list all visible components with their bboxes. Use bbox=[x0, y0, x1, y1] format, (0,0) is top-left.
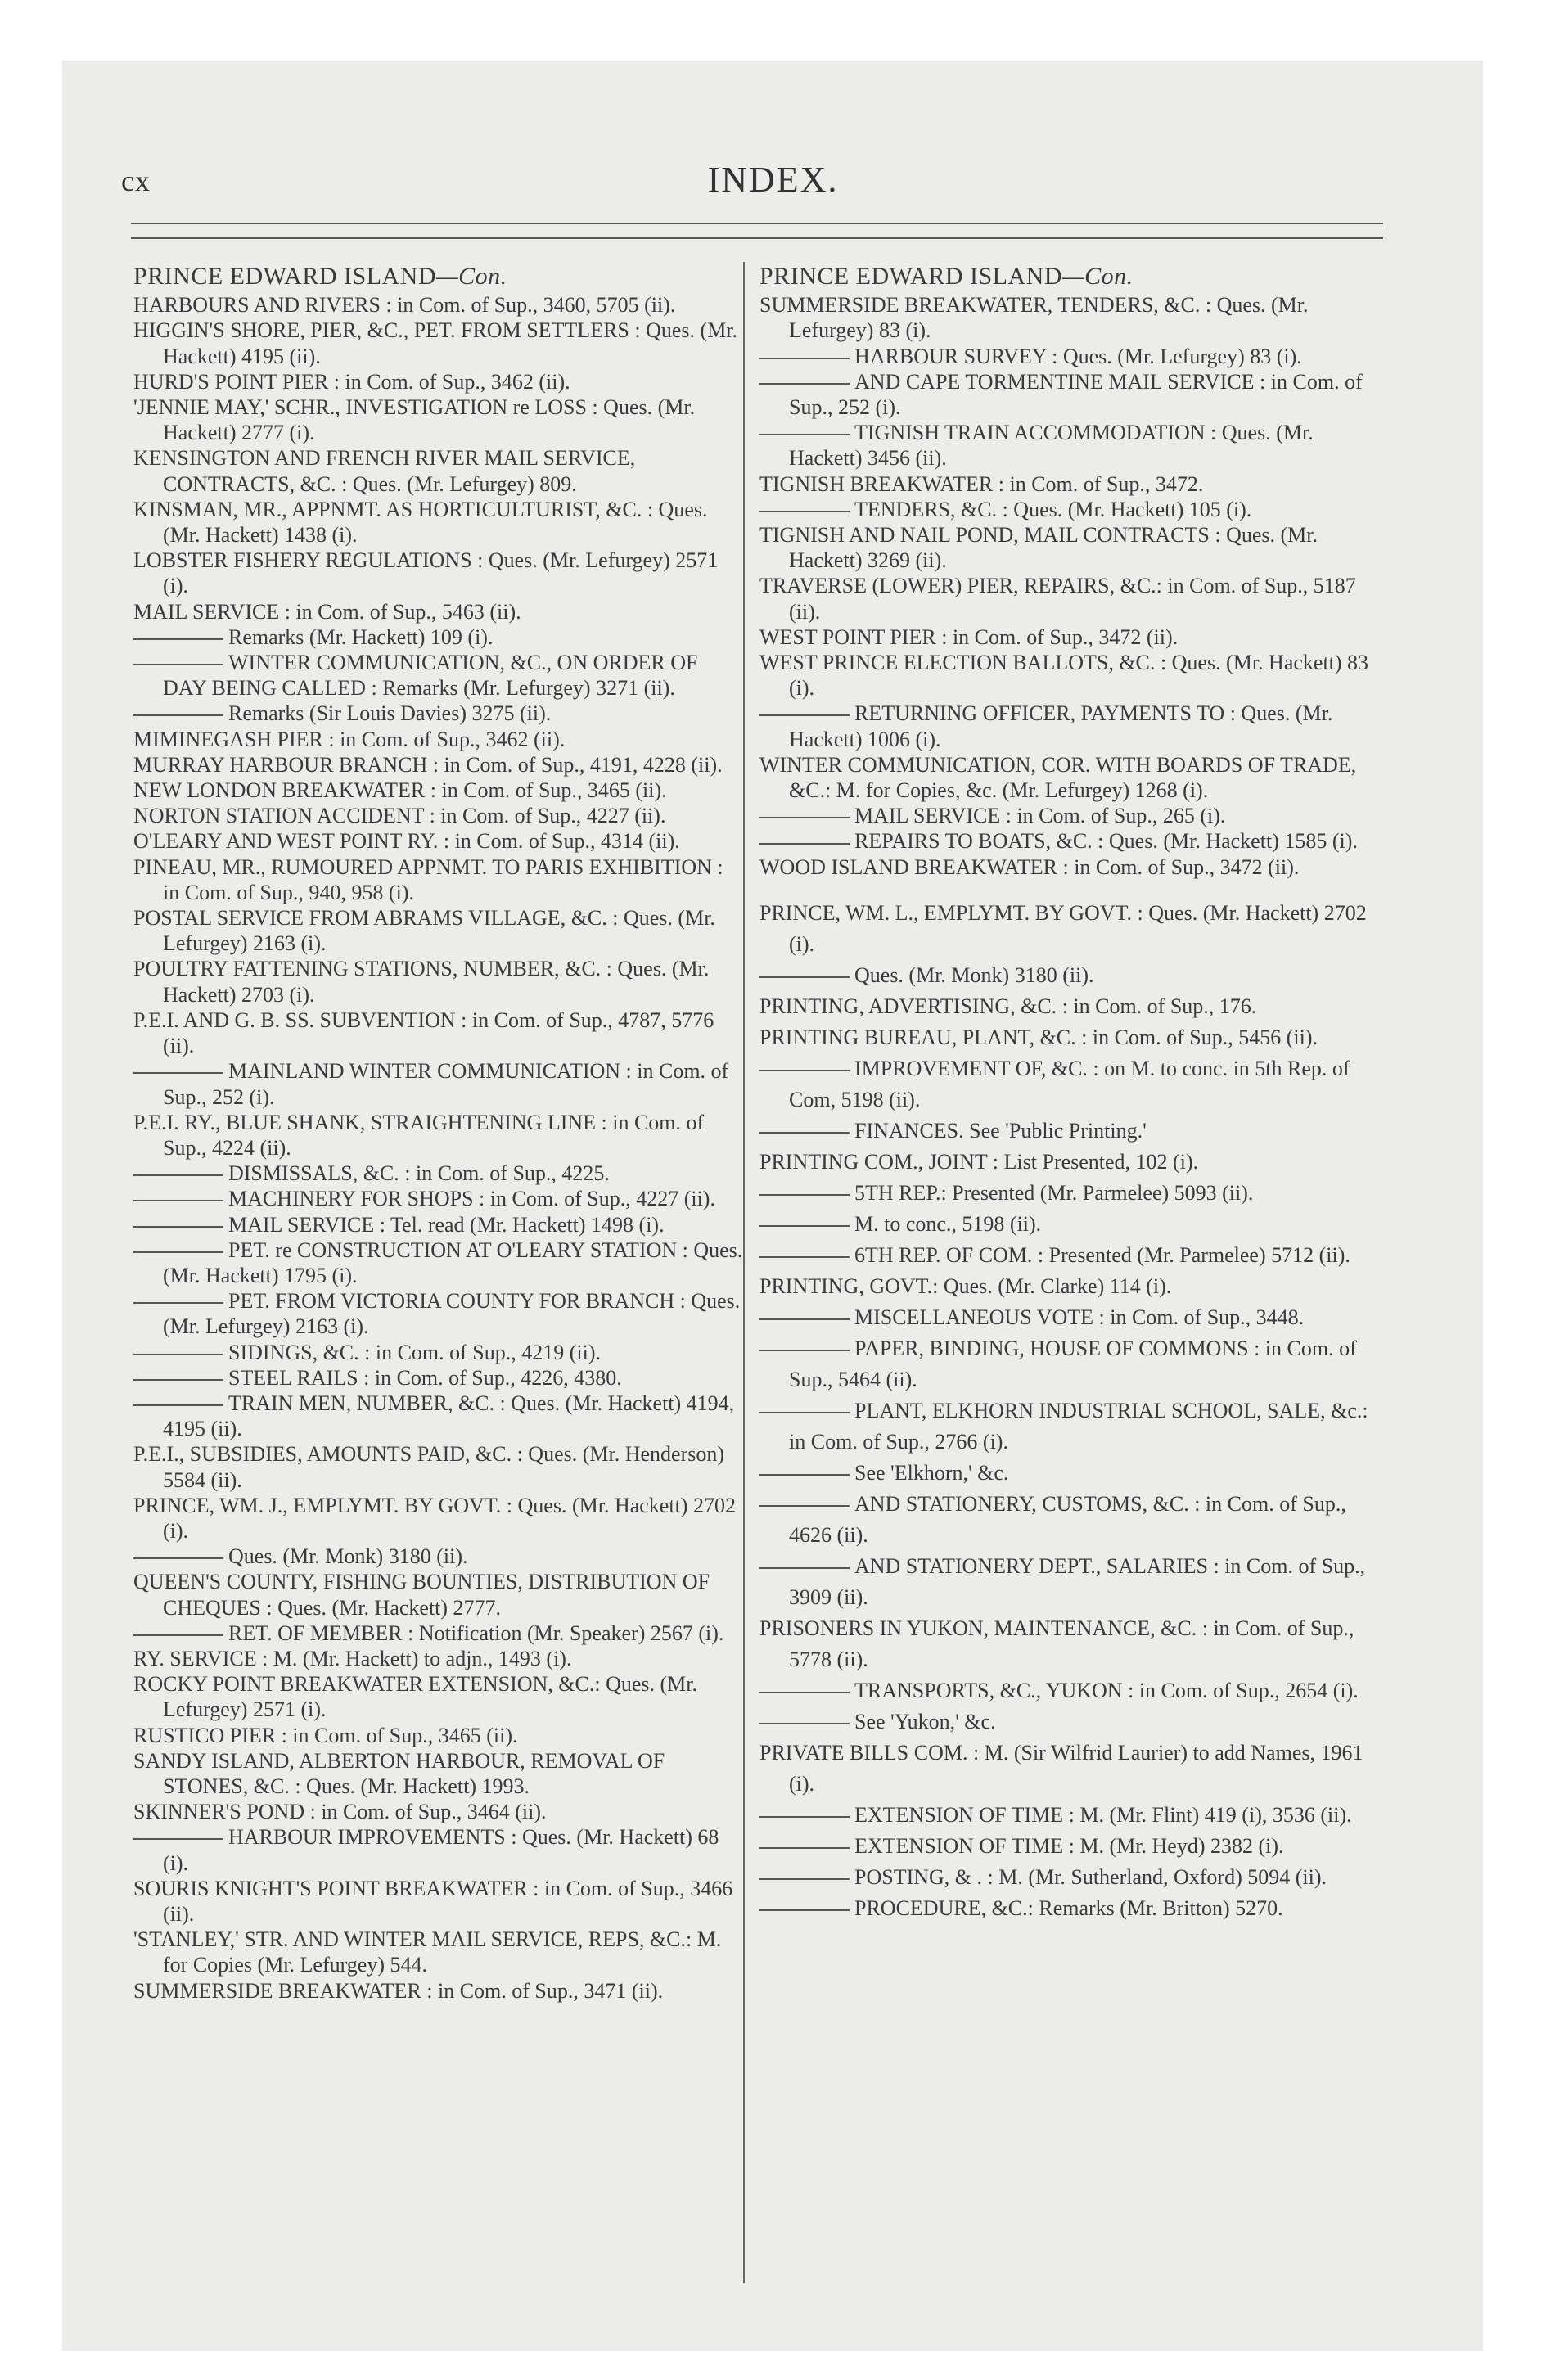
entry-text: RET. OF MEMBER : Notification (Mr. Speaker) 2567 (i). bbox=[228, 1620, 724, 1645]
index-subentry bbox=[133, 650, 744, 701]
page-title: INDEX. bbox=[707, 160, 839, 200]
entry-text: SUMMERSIDE BREAKWATER : in Com. of Sup., 3471 (ii). bbox=[133, 1978, 664, 2003]
entry-text: TIGNISH AND NAIL POND, MAIL CONTRACTS : Ques. (Mr. Hackett) 3269 (ii). bbox=[759, 523, 1318, 573]
entry-text: PRINCE, WM. L., EMPLYMT. BY GOVT. : Ques. (Mr. Hackett) 2702 (i). bbox=[759, 900, 1367, 956]
entry-text: HARBOURS AND RIVERS : in Com. of Sup., 3460, 5705 (ii). bbox=[133, 293, 676, 318]
ditto-dash bbox=[759, 1256, 850, 1258]
index-subentry bbox=[759, 701, 1375, 751]
entry-text: PINEAU, MR., RUMOURED APPNMT. TO PARIS EXHIBITION : in Com. of Sup., 940, 958 (i). bbox=[133, 854, 723, 904]
ditto-dash bbox=[759, 1132, 850, 1134]
page-number: cx bbox=[121, 165, 151, 197]
entry-text: Remarks (Sir Louis Davies) 3275 (ii). bbox=[228, 701, 552, 726]
entry-text: QUEEN'S COUNTY, FISHING BOUNTIES, DISTRIBUTION OF CHEQUES : Ques. (Mr. Hackett) 2777. bbox=[133, 1570, 710, 1620]
ditto-dash bbox=[133, 1302, 223, 1304]
index-entry bbox=[133, 803, 744, 828]
index-entry bbox=[759, 522, 1375, 573]
entry-list bbox=[133, 292, 744, 2004]
entry-text: NORTON STATION ACCIDENT : in Com. of Sup., 4227 (ii). bbox=[133, 804, 666, 828]
index-subentry bbox=[759, 1240, 1375, 1271]
index-subentry bbox=[133, 1212, 744, 1237]
entry-text: Ques. (Mr. Monk) 3180 (ii). bbox=[228, 1544, 468, 1569]
index-entry bbox=[133, 828, 744, 854]
entry-text: MISCELLANEOUS VOTE : in Com. of Sup., 3448. bbox=[854, 1305, 1305, 1329]
index-entry bbox=[133, 905, 744, 956]
entry-text: PRINCE, WM. J., EMPLYMT. BY GOVT. : Ques. (Mr. Hackett) 2702 (i). bbox=[133, 1493, 736, 1543]
entry-text: POULTRY FATTENING STATIONS, NUMBER, &C. : Ques. (Mr. Hackett) 2703 (i). bbox=[133, 957, 710, 1007]
entry-text: LOBSTER FISHERY REGULATIONS : Ques. (Mr. Lefurgey) 2571 (i). bbox=[133, 548, 719, 598]
index-entry bbox=[133, 778, 744, 803]
index-subentry bbox=[133, 1620, 744, 1646]
entry-text: See 'Elkhorn,' &c. bbox=[854, 1460, 1009, 1485]
entry-text: PROCEDURE, &C.: Remarks (Mr. Britton) 5270. bbox=[854, 1895, 1283, 1920]
index-entry bbox=[133, 1876, 744, 1927]
entry-text: MAIL SERVICE : Tel. read (Mr. Hackett) 1498 (i). bbox=[228, 1212, 665, 1237]
column-heading bbox=[759, 264, 1375, 289]
heading-suffix: —Con. bbox=[436, 263, 507, 290]
entry-text: PRINTING BUREAU, PLANT, &C. : in Com. of Sup., 5456 (ii). bbox=[759, 1025, 1318, 1049]
index-entry bbox=[133, 854, 744, 905]
entry-text: WEST PRINCE ELECTION BALLOTS, &C. : Ques. (Mr. Hackett) 83 (i). bbox=[759, 651, 1369, 701]
ditto-dash bbox=[759, 1847, 850, 1849]
ditto-dash bbox=[759, 843, 850, 845]
entry-text: WINTER COMMUNICATION, &C., ON ORDER OF DAY BEING CALLED : Remarks (Mr. Lefurgey) 3271 (ii). bbox=[163, 651, 698, 701]
ditto-dash bbox=[759, 1412, 850, 1413]
entry-text: HIGGIN'S SHORE, PIER, &C., PET. FROM SETTLERS : Ques. (Mr. Hackett) 4195 (ii). bbox=[133, 318, 738, 368]
entry-text: O'LEARY AND WEST POINT RY. : in Com. of Sup., 4314 (ii). bbox=[133, 829, 680, 854]
index-entry bbox=[759, 854, 1375, 880]
entry-text: TRAVERSE (LOWER) PIER, REPAIRS, &C.: in Com. of Sup., 5187 (ii). bbox=[759, 574, 1356, 624]
index-subentry bbox=[759, 497, 1375, 522]
ditto-dash bbox=[759, 434, 850, 435]
entry-text: PAPER, BINDING, HOUSE OF COMMONS : in Com. of Sup., 5464 (ii). bbox=[789, 1336, 1357, 1391]
index-entry bbox=[759, 624, 1375, 650]
index-subentry bbox=[759, 1706, 1375, 1738]
ditto-dash bbox=[133, 1354, 223, 1355]
ditto-dash bbox=[759, 817, 850, 818]
entry-text: WINTER COMMUNICATION, COR. WITH BOARDS OF TRADE, &C.: M. for Copies, &c. (Mr. Lefurgey) 1268 (i). bbox=[759, 752, 1357, 803]
entry-text: EXTENSION OF TIME : M. (Mr. Heyd) 2382 (i). bbox=[854, 1833, 1284, 1858]
index-entry bbox=[133, 599, 744, 624]
index-subentry bbox=[759, 1893, 1375, 1924]
ditto-dash bbox=[759, 1692, 850, 1693]
index-subentry bbox=[759, 1178, 1375, 1209]
entry-text: PRISONERS IN YUKON, MAINTENANCE, &C. : in Com. of Sup., 5778 (ii). bbox=[759, 1616, 1354, 1671]
ditto-dash bbox=[759, 1070, 850, 1071]
ditto-dash bbox=[133, 1226, 223, 1228]
entry-text: ROCKY POINT BREAKWATER EXTENSION, &C.: Ques. (Mr. Lefurgey) 2571 (i). bbox=[133, 1672, 697, 1722]
index-entry bbox=[133, 752, 744, 778]
index-entry bbox=[133, 1671, 744, 1722]
entry-text: AND STATIONERY DEPT., SALARIES : in Com. of Sup., 3909 (ii). bbox=[789, 1553, 1366, 1609]
index-entry bbox=[133, 956, 744, 1007]
entry-text: PRINTING, GOVT.: Ques. (Mr. Clarke) 114 (i). bbox=[759, 1273, 1172, 1298]
entry-text: RY. SERVICE : M. (Mr. Hackett) to adjn., 1493 (i). bbox=[133, 1646, 572, 1670]
entry-text: TENDERS, &C. : Ques. (Mr. Hackett) 105 (i). bbox=[854, 497, 1252, 521]
ditto-dash bbox=[759, 1878, 850, 1880]
index-subentry bbox=[133, 1544, 744, 1569]
ditto-dash bbox=[133, 1404, 223, 1406]
entry-text: AND CAPE TORMENTINE MAIL SERVICE : in Com. of Sup., 252 (i). bbox=[789, 369, 1363, 420]
ditto-dash bbox=[133, 1072, 223, 1074]
entry-text: PET. FROM VICTORIA COUNTY FOR BRANCH : Ques. (Mr. Lefurgey) 2163 (i). bbox=[163, 1289, 741, 1339]
entry-text: PLANT, ELKHORN INDUSTRIAL SCHOOL, SALE, &c.: in Com. of Sup., 2766 (i). bbox=[789, 1398, 1368, 1454]
index-entry bbox=[133, 369, 744, 394]
ditto-dash bbox=[133, 1251, 223, 1253]
entry-text: 'JENNIE MAY,' SCHR., INVESTIGATION re LOSS : Ques. (Mr. Hackett) 2777 (i). bbox=[133, 395, 696, 445]
index-subentry bbox=[759, 828, 1375, 854]
index-entry bbox=[133, 1723, 744, 1748]
index-entry bbox=[759, 573, 1375, 624]
entry-text: 6TH REP. OF COM. : Presented (Mr. Parmelee) 5712 (ii). bbox=[854, 1242, 1350, 1267]
ditto-dash bbox=[759, 1816, 850, 1818]
entry-text: Ques. (Mr. Monk) 3180 (ii). bbox=[854, 962, 1094, 987]
entry-text: RETURNING OFFICER, PAYMENTS TO : Ques. (Mr. Hackett) 1006 (i). bbox=[789, 701, 1333, 751]
index-subentry bbox=[759, 960, 1375, 991]
index-column-right bbox=[759, 264, 1375, 1924]
index-subentry bbox=[133, 1237, 744, 1288]
ditto-dash bbox=[759, 1318, 850, 1320]
entry-text: FINANCES. See 'Public Printing.' bbox=[854, 1118, 1147, 1143]
ditto-dash bbox=[759, 1474, 850, 1476]
index-entry bbox=[759, 650, 1375, 701]
ditto-dash bbox=[759, 1505, 850, 1507]
entry-text: P.E.I., SUBSIDIES, AMOUNTS PAID, &C. : Ques. (Mr. Henderson) 5584 (ii). bbox=[133, 1442, 725, 1492]
entry-text: WEST POINT PIER : in Com. of Sup., 3472 (ii). bbox=[759, 624, 1179, 649]
ditto-dash bbox=[759, 511, 850, 512]
ditto-dash bbox=[133, 664, 223, 665]
entry-text: 'STANLEY,' STR. AND WINTER MAIL SERVICE, REPS, &C.: M. for Copies (Mr. Lefurgey) 544. bbox=[133, 1927, 722, 1977]
index-subentry bbox=[133, 624, 744, 650]
index-entry bbox=[133, 1927, 744, 1977]
index-subentry bbox=[759, 1395, 1375, 1458]
ditto-dash bbox=[759, 358, 850, 359]
ditto-dash bbox=[133, 1379, 223, 1381]
heading-suffix: —Con. bbox=[1062, 263, 1134, 290]
entry-text: SKINNER'S POND : in Com. of Sup., 3464 (ii). bbox=[133, 1800, 547, 1824]
entry-text: NEW LONDON BREAKWATER : in Com. of Sup., 3465 (ii). bbox=[133, 778, 667, 803]
index-entry bbox=[759, 471, 1375, 497]
index-subentry bbox=[133, 701, 744, 726]
entry-text: POSTAL SERVICE FROM ABRAMS VILLAGE, &C. : Ques. (Mr. Lefurgey) 2163 (i). bbox=[133, 906, 715, 956]
ditto-dash bbox=[759, 1909, 850, 1911]
index-subentry bbox=[759, 1831, 1375, 1862]
entry-list bbox=[759, 292, 1375, 1924]
index-entry bbox=[759, 1738, 1375, 1800]
entry-text: SOURIS KNIGHT'S POINT BREAKWATER : in Com. of Sup., 3466 (ii). bbox=[133, 1876, 733, 1926]
entry-text: Remarks (Mr. Hackett) 109 (i). bbox=[228, 624, 494, 649]
ditto-dash bbox=[133, 1200, 223, 1201]
entry-text: MAIL SERVICE : in Com. of Sup., 265 (i). bbox=[854, 804, 1226, 828]
entry-text: PET. re CONSTRUCTION AT O'LEARY STATION : Ques. (Mr. Hackett) 1795 (i). bbox=[163, 1237, 743, 1287]
index-subentry bbox=[759, 1800, 1375, 1831]
index-subentry bbox=[759, 1333, 1375, 1395]
index-entry bbox=[759, 1613, 1375, 1675]
index-entry bbox=[133, 1493, 744, 1544]
entry-text: P.E.I. RY., BLUE SHANK, STRAIGHTENING LINE : in Com. of Sup., 4224 (ii). bbox=[133, 1110, 705, 1160]
index-entry bbox=[759, 1271, 1375, 1302]
index-entry bbox=[133, 1748, 744, 1799]
entry-text: MIMINEGASH PIER : in Com. of Sup., 3462 (ii). bbox=[133, 727, 566, 751]
index-subentry bbox=[133, 1161, 744, 1186]
index-entry bbox=[133, 1110, 744, 1161]
entry-text: M. to conc., 5198 (ii). bbox=[854, 1211, 1042, 1236]
index-subentry bbox=[759, 344, 1375, 369]
entry-text: TIGNISH BREAKWATER : in Com. of Sup., 3472. bbox=[759, 471, 1204, 496]
index-entry bbox=[133, 1978, 744, 2004]
ditto-dash bbox=[133, 1174, 223, 1176]
ditto-dash bbox=[133, 714, 223, 716]
index-subentry bbox=[759, 420, 1375, 471]
index-entry bbox=[759, 1147, 1375, 1178]
index-entry bbox=[133, 1007, 744, 1058]
ditto-dash bbox=[133, 1557, 223, 1559]
ditto-dash bbox=[759, 1225, 850, 1227]
entry-text: MACHINERY FOR SHOPS : in Com. of Sup., 4227 (ii). bbox=[228, 1187, 715, 1211]
entry-text: TRANSPORTS, &C., YUKON : in Com. of Sup., 2654 (i). bbox=[854, 1678, 1359, 1702]
index-subentry bbox=[759, 1302, 1375, 1333]
ditto-dash bbox=[133, 1634, 223, 1636]
entry-text: PRINTING, ADVERTISING, &C. : in Com. of Sup., 176. bbox=[759, 994, 1257, 1018]
entry-text: POSTING, & . : M. (Mr. Sutherland, Oxford) 5094 (ii). bbox=[854, 1864, 1327, 1889]
ditto-dash bbox=[759, 1350, 850, 1351]
index-subentry bbox=[759, 369, 1375, 420]
entry-text: STEEL RAILS : in Com. of Sup., 4226, 4380. bbox=[228, 1365, 622, 1390]
ditto-dash bbox=[759, 714, 850, 716]
index-entry bbox=[759, 1022, 1375, 1053]
entry-text: HARBOUR SURVEY : Ques. (Mr. Lefurgey) 83 (i). bbox=[854, 344, 1302, 368]
entry-text: AND STATIONERY, CUSTOMS, &C. : in Com. of Sup., 4626 (ii). bbox=[789, 1491, 1346, 1547]
ditto-dash bbox=[759, 1567, 850, 1569]
index-subentry bbox=[759, 1489, 1375, 1551]
ditto-dash bbox=[759, 383, 850, 385]
ditto-dash bbox=[759, 1194, 850, 1196]
index-subentry bbox=[133, 1365, 744, 1391]
entry-text: HARBOUR IMPROVEMENTS : Ques. (Mr. Hackett) 68 (i). bbox=[163, 1825, 719, 1875]
index-subentry bbox=[759, 1551, 1375, 1613]
entry-text: SANDY ISLAND, ALBERTON HARBOUR, REMOVAL OF STONES, &C. : Ques. (Mr. Hackett) 1993. bbox=[133, 1748, 665, 1798]
index-entry bbox=[133, 394, 744, 445]
ditto-dash bbox=[759, 1723, 850, 1724]
ditto-dash bbox=[133, 638, 223, 640]
index-entry bbox=[133, 292, 744, 318]
entry-text: MAIL SERVICE : in Com. of Sup., 5463 (ii). bbox=[133, 599, 521, 624]
index-subentry bbox=[133, 1288, 744, 1339]
index-subentry bbox=[759, 1862, 1375, 1893]
entry-text: MAINLAND WINTER COMMUNICATION : in Com. of Sup., 252 (i). bbox=[163, 1059, 729, 1109]
index-subentry bbox=[133, 1186, 744, 1211]
entry-text: See 'Yukon,' &c. bbox=[854, 1709, 996, 1733]
entry-text: REPAIRS TO BOATS, &C. : Ques. (Mr. Hackett) 1585 (i). bbox=[854, 829, 1358, 854]
index-entry bbox=[133, 727, 744, 752]
index-entry bbox=[133, 1646, 744, 1671]
index-subentry bbox=[133, 1391, 744, 1441]
index-subentry bbox=[759, 1116, 1375, 1147]
entry-text: MURRAY HARBOUR BRANCH : in Com. of Sup., 4191, 4228 (ii). bbox=[133, 752, 723, 777]
index-subentry bbox=[759, 1675, 1375, 1706]
index-entry bbox=[759, 991, 1375, 1022]
index-subentry bbox=[133, 1058, 744, 1109]
entry-text: 5TH REP.: Presented (Mr. Parmelee) 5093 (ii). bbox=[854, 1180, 1254, 1205]
entry-text: TIGNISH TRAIN ACCOMMODATION : Ques. (Mr. Hackett) 3456 (ii). bbox=[789, 421, 1314, 471]
entry-text: KINSMAN, MR., APPNMT. AS HORTICULTURIST, &C. : Ques. (Mr. Hackett) 1438 (i). bbox=[133, 497, 708, 548]
entry-text: SUMMERSIDE BREAKWATER, TENDERS, &C. : Ques. (Mr. Lefurgey) 83 (i). bbox=[759, 293, 1309, 343]
ditto-dash bbox=[133, 1838, 223, 1840]
entry-text: DISMISSALS, &C. : in Com. of Sup., 4225. bbox=[228, 1161, 610, 1186]
entry-text: IMPROVEMENT OF, &C. : on M. to conc. in 5th Rep. of Com, 5198 (ii). bbox=[789, 1056, 1350, 1111]
index-subentry bbox=[759, 1053, 1375, 1116]
ditto-dash bbox=[759, 976, 850, 978]
entry-text: HURD'S POINT PIER : in Com. of Sup., 3462 (ii). bbox=[133, 369, 570, 394]
header-rule-top bbox=[131, 223, 1383, 224]
index-entry bbox=[759, 752, 1375, 803]
index-subentry bbox=[759, 1458, 1375, 1489]
entry-text: KENSINGTON AND FRENCH RIVER MAIL SERVICE, CONTRACTS, &C. : Ques. (Mr. Lefurgey) 809. bbox=[133, 446, 636, 496]
index-entry bbox=[133, 1799, 744, 1824]
index-entry bbox=[759, 292, 1375, 343]
heading-text: PRINCE EDWARD ISLAND bbox=[759, 263, 1062, 290]
index-entry bbox=[133, 445, 744, 496]
index-entry bbox=[133, 548, 744, 598]
index-subentry bbox=[759, 803, 1375, 828]
index-subentry bbox=[759, 1209, 1375, 1240]
index-entry bbox=[759, 898, 1375, 960]
entry-text: TRAIN MEN, NUMBER, &C. : Ques. (Mr. Hackett) 4194, 4195 (ii). bbox=[163, 1391, 735, 1441]
index-subentry bbox=[133, 1340, 744, 1365]
index-entry bbox=[133, 1569, 744, 1620]
index-entry bbox=[133, 1441, 744, 1492]
index-entry bbox=[133, 497, 744, 548]
entry-text: WOOD ISLAND BREAKWATER : in Com. of Sup., 3472 (ii). bbox=[759, 854, 1300, 879]
header-rule-bottom bbox=[131, 237, 1383, 239]
heading-text: PRINCE EDWARD ISLAND bbox=[133, 263, 436, 290]
entry-text: EXTENSION OF TIME : M. (Mr. Flint) 419 (i), 3536 (ii). bbox=[854, 1802, 1352, 1827]
column-heading bbox=[133, 264, 744, 289]
entry-text: PRIVATE BILLS COM. : M. (Sir Wilfrid Laurier) to add Names, 1961 (i). bbox=[759, 1740, 1363, 1796]
entry-text: PRINTING COM., JOINT : List Presented, 102 (i). bbox=[759, 1149, 1199, 1174]
index-column-left bbox=[133, 264, 744, 2004]
index-entry bbox=[133, 318, 744, 368]
entry-text: SIDINGS, &C. : in Com. of Sup., 4219 (ii). bbox=[228, 1340, 602, 1364]
entry-text: RUSTICO PIER : in Com. of Sup., 3465 (ii). bbox=[133, 1723, 518, 1747]
entry-text: P.E.I. AND G. B. SS. SUBVENTION : in Com. of Sup., 4787, 5776 (ii). bbox=[133, 1007, 714, 1058]
index-subentry bbox=[133, 1824, 744, 1875]
